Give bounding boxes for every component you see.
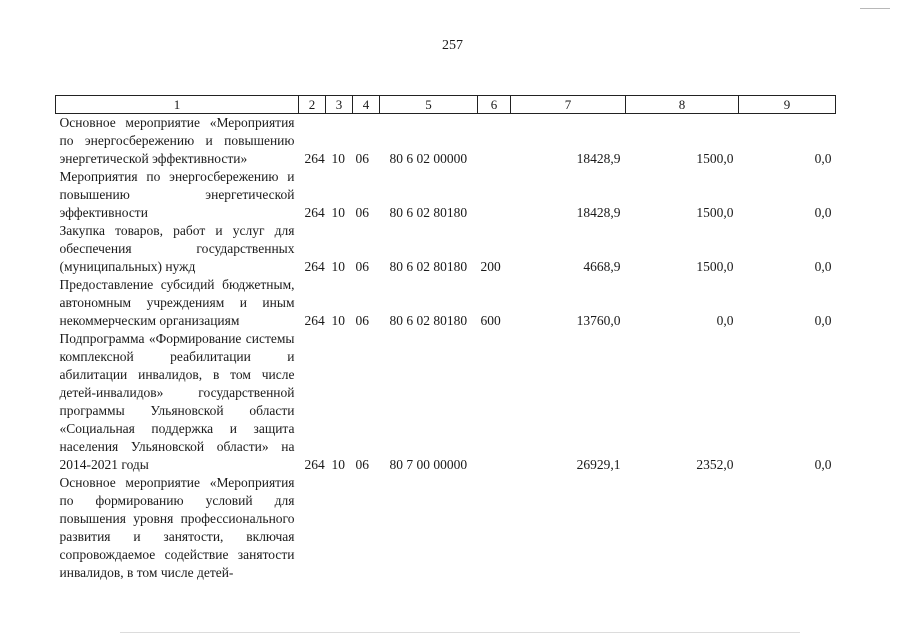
row-name: Мероприятия по энергосбережению и повышению энергетической эффективности xyxy=(59,169,295,220)
cell-amount-7 xyxy=(511,474,626,582)
cell-subsection-code xyxy=(353,474,380,582)
cell-expense-type: 600 xyxy=(480,313,501,328)
table-row xyxy=(56,474,836,582)
table-row xyxy=(56,114,836,169)
cell-amount-9: 0,0 xyxy=(814,205,832,220)
table-row xyxy=(56,330,836,474)
cell-expense-type: 200 xyxy=(480,259,501,274)
table-header-row xyxy=(56,96,836,114)
cell-expense-type xyxy=(478,330,511,474)
cell-target-code: 80 6 02 80180 xyxy=(389,259,468,274)
cell-amount-8: 0,0 xyxy=(716,313,734,328)
cell-ministry-code: 264 xyxy=(304,457,325,472)
cell-expense-type xyxy=(478,168,511,222)
cell-amount-8: 1500,0 xyxy=(696,259,734,274)
cell-amount-7: 18428,9 xyxy=(576,151,621,166)
cell-subsection-code: 06 xyxy=(355,259,369,274)
column-header: 4 xyxy=(353,96,380,114)
column-header: 7 xyxy=(511,96,626,114)
cell-section-code: 10 xyxy=(331,205,345,220)
cell-amount-8: 1500,0 xyxy=(696,151,734,166)
scan-artifact-top xyxy=(860,8,890,9)
column-header: 9 xyxy=(739,96,836,114)
cell-ministry-code: 264 xyxy=(304,313,325,328)
cell-expense-type xyxy=(478,474,511,582)
cell-target-code: 80 7 00 00000 xyxy=(389,457,468,472)
cell-target-code: 80 6 02 80180 xyxy=(389,205,468,220)
column-header: 3 xyxy=(326,96,353,114)
cell-section-code: 10 xyxy=(331,457,345,472)
column-header: 1 xyxy=(56,96,299,114)
column-header: 5 xyxy=(380,96,478,114)
cell-target-code xyxy=(380,474,478,582)
cell-amount-8: 2352,0 xyxy=(696,457,734,472)
cell-ministry-code: 264 xyxy=(304,151,325,166)
scan-artifact-bottom xyxy=(120,632,800,633)
cell-amount-8 xyxy=(626,474,739,582)
cell-target-code: 80 6 02 00000 xyxy=(389,151,468,166)
cell-amount-8: 1500,0 xyxy=(696,205,734,220)
row-name: Основное мероприятие «Мероприятия по энергосбережению и повышению энергетической эффективности» xyxy=(59,115,295,166)
page-number: 257 xyxy=(442,38,463,53)
cell-amount-9: 0,0 xyxy=(814,313,832,328)
cell-amount-9 xyxy=(739,474,836,582)
row-name: Предоставление субсидий бюджетным, автономным учреждениям и иным некоммерческим организациям xyxy=(59,277,295,328)
cell-ministry-code: 264 xyxy=(304,205,325,220)
cell-section-code: 10 xyxy=(331,151,345,166)
table-row xyxy=(56,222,836,276)
cell-section-code: 10 xyxy=(331,313,345,328)
cell-section-code: 10 xyxy=(331,259,345,274)
cell-subsection-code: 06 xyxy=(355,151,369,166)
cell-subsection-code: 06 xyxy=(355,313,369,328)
column-header: 8 xyxy=(626,96,739,114)
cell-expense-type xyxy=(478,114,511,169)
cell-ministry-code xyxy=(299,474,326,582)
cell-amount-9: 0,0 xyxy=(814,457,832,472)
cell-amount-9: 0,0 xyxy=(814,259,832,274)
cell-target-code: 80 6 02 80180 xyxy=(389,313,468,328)
cell-amount-7: 18428,9 xyxy=(576,205,621,220)
column-header: 6 xyxy=(478,96,511,114)
table-row xyxy=(56,168,836,222)
budget-table xyxy=(55,95,836,582)
row-name: Закупка товаров, работ и услуг для обеспечения государственных (муниципальных) нужд xyxy=(59,223,295,274)
cell-amount-7: 13760,0 xyxy=(576,313,621,328)
cell-amount-9: 0,0 xyxy=(814,151,832,166)
cell-amount-7: 26929,1 xyxy=(576,457,621,472)
cell-ministry-code: 264 xyxy=(304,259,325,274)
cell-section-code xyxy=(326,474,353,582)
row-name: Основное мероприятие «Мероприятия по формированию условий для повышения уровня профессионального развития и занятости, включая сопровождаемое содействие занятости инвалидов, в том числе детей- xyxy=(59,475,295,580)
row-name: Подпрограмма «Формирование системы комплексной реабилитации и абилитации инвалидов, в том числе детей-инвалидов» государственной программы Ульяновской области «Социальная поддержка и защита населения Ульяновской области» на 2014-2021 годы xyxy=(59,331,295,472)
table-row xyxy=(56,276,836,330)
column-header: 2 xyxy=(299,96,326,114)
cell-subsection-code: 06 xyxy=(355,457,369,472)
cell-subsection-code: 06 xyxy=(355,205,369,220)
cell-amount-7: 4668,9 xyxy=(583,259,621,274)
